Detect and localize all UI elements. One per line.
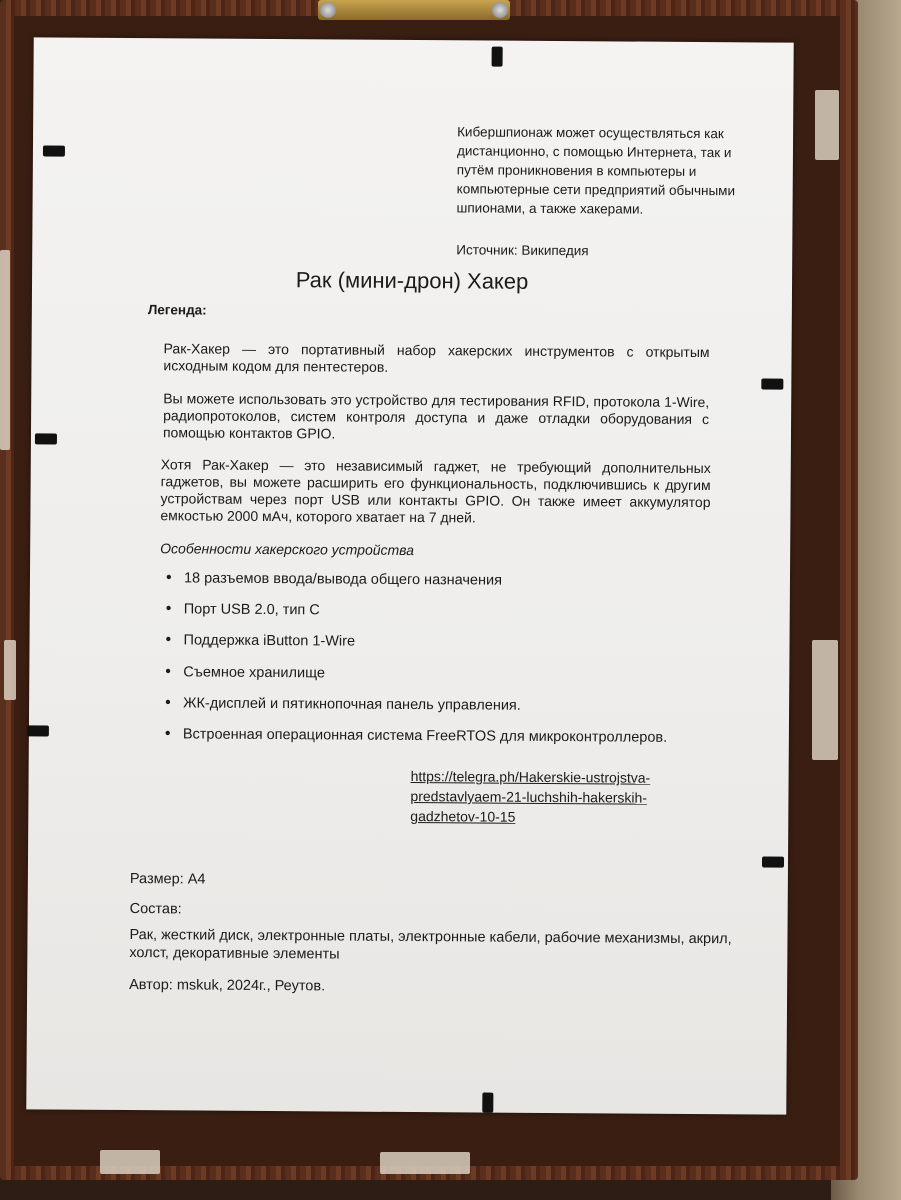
features-list bbox=[159, 570, 669, 761]
composition-text: Рак, жесткий диск, электронные платы, электронные кабели, рабочие механизмы, акрил, холст, декоративные элементы bbox=[129, 927, 732, 963]
frame-clip bbox=[43, 145, 65, 156]
size-line: Размер: А4 bbox=[129, 871, 206, 888]
list-item: • ЖК-дисплей и пятикнопочная панель управления. bbox=[159, 695, 667, 730]
list-item: • Встроенная операционная система FreeRTOS для микроконтроллеров. bbox=[159, 726, 667, 761]
paper-sheet bbox=[26, 37, 793, 1114]
list-item: • Съемное хранилище bbox=[159, 664, 667, 699]
frame-clip bbox=[492, 47, 503, 67]
epigraph-source: Источник: Википедия bbox=[456, 242, 589, 259]
page-title: Рак (мини-дрон) Хакер bbox=[295, 267, 529, 294]
legend-paragraph: Вы можете использовать это устройство для тестирования RFID, протокола 1-Wire, радиопротоколов, систем контроля доступа и даже отладки оборудования с помощью контактов GPIO. bbox=[162, 390, 710, 442]
legend-paragraph: Хотя Рак-Хакер — это независимый гаджет, не требующий дополнительных гаджетов, вы можете расширить его функциональность, подключившись к другим устройствам через порт USB или контакты GPIO. Он также имеет аккумулятор емкостью 2000 мАч, которого хватает на 7 дней. bbox=[160, 456, 711, 526]
legend-heading: Легенда: bbox=[147, 302, 207, 318]
screw bbox=[320, 2, 336, 18]
paint-chip bbox=[812, 640, 838, 760]
frame-clip bbox=[761, 378, 783, 389]
author-line: Автор: mskuk, 2024г., Реутов. bbox=[129, 977, 326, 995]
paint-chip bbox=[0, 250, 10, 450]
paint-chip bbox=[4, 640, 16, 700]
paint-chip bbox=[380, 1152, 470, 1174]
frame-clip bbox=[35, 433, 57, 444]
frame-clip bbox=[762, 856, 784, 867]
frame-hanger bbox=[318, 0, 510, 20]
list-item: • Поддержка iButton 1-Wire bbox=[159, 633, 667, 668]
list-item: • Порт USB 2.0, тип С bbox=[160, 601, 668, 636]
source-link: https://telegra.ph/Hakerskie-ustrojstva-predstavlyaem-21-luchshih-hakerskih-gadzhetov-10-15 bbox=[410, 768, 651, 825]
frame-clip bbox=[27, 725, 49, 736]
composition-label: Состав: bbox=[129, 901, 182, 918]
features-heading: Особенности хакерского устройства bbox=[160, 540, 415, 559]
paint-chip bbox=[815, 90, 839, 160]
screw bbox=[492, 2, 508, 18]
legend-paragraph: Рак-Хакер — это портативный набор хакерских инструментов с открытым исходным кодом для пентестеров. bbox=[163, 340, 710, 375]
epigraph-quote: Кибершпионаж может осуществляться как дистанционно, с помощью Интернета, так и путём проникновения в компьютеры и компьютерные сети предприятий обычными шпионами, а также хакерами. bbox=[456, 124, 736, 217]
list-item: • 18 разъемов ввода/вывода общего назначения bbox=[160, 570, 668, 605]
paint-chip bbox=[100, 1150, 160, 1174]
frame-clip bbox=[482, 1093, 493, 1113]
